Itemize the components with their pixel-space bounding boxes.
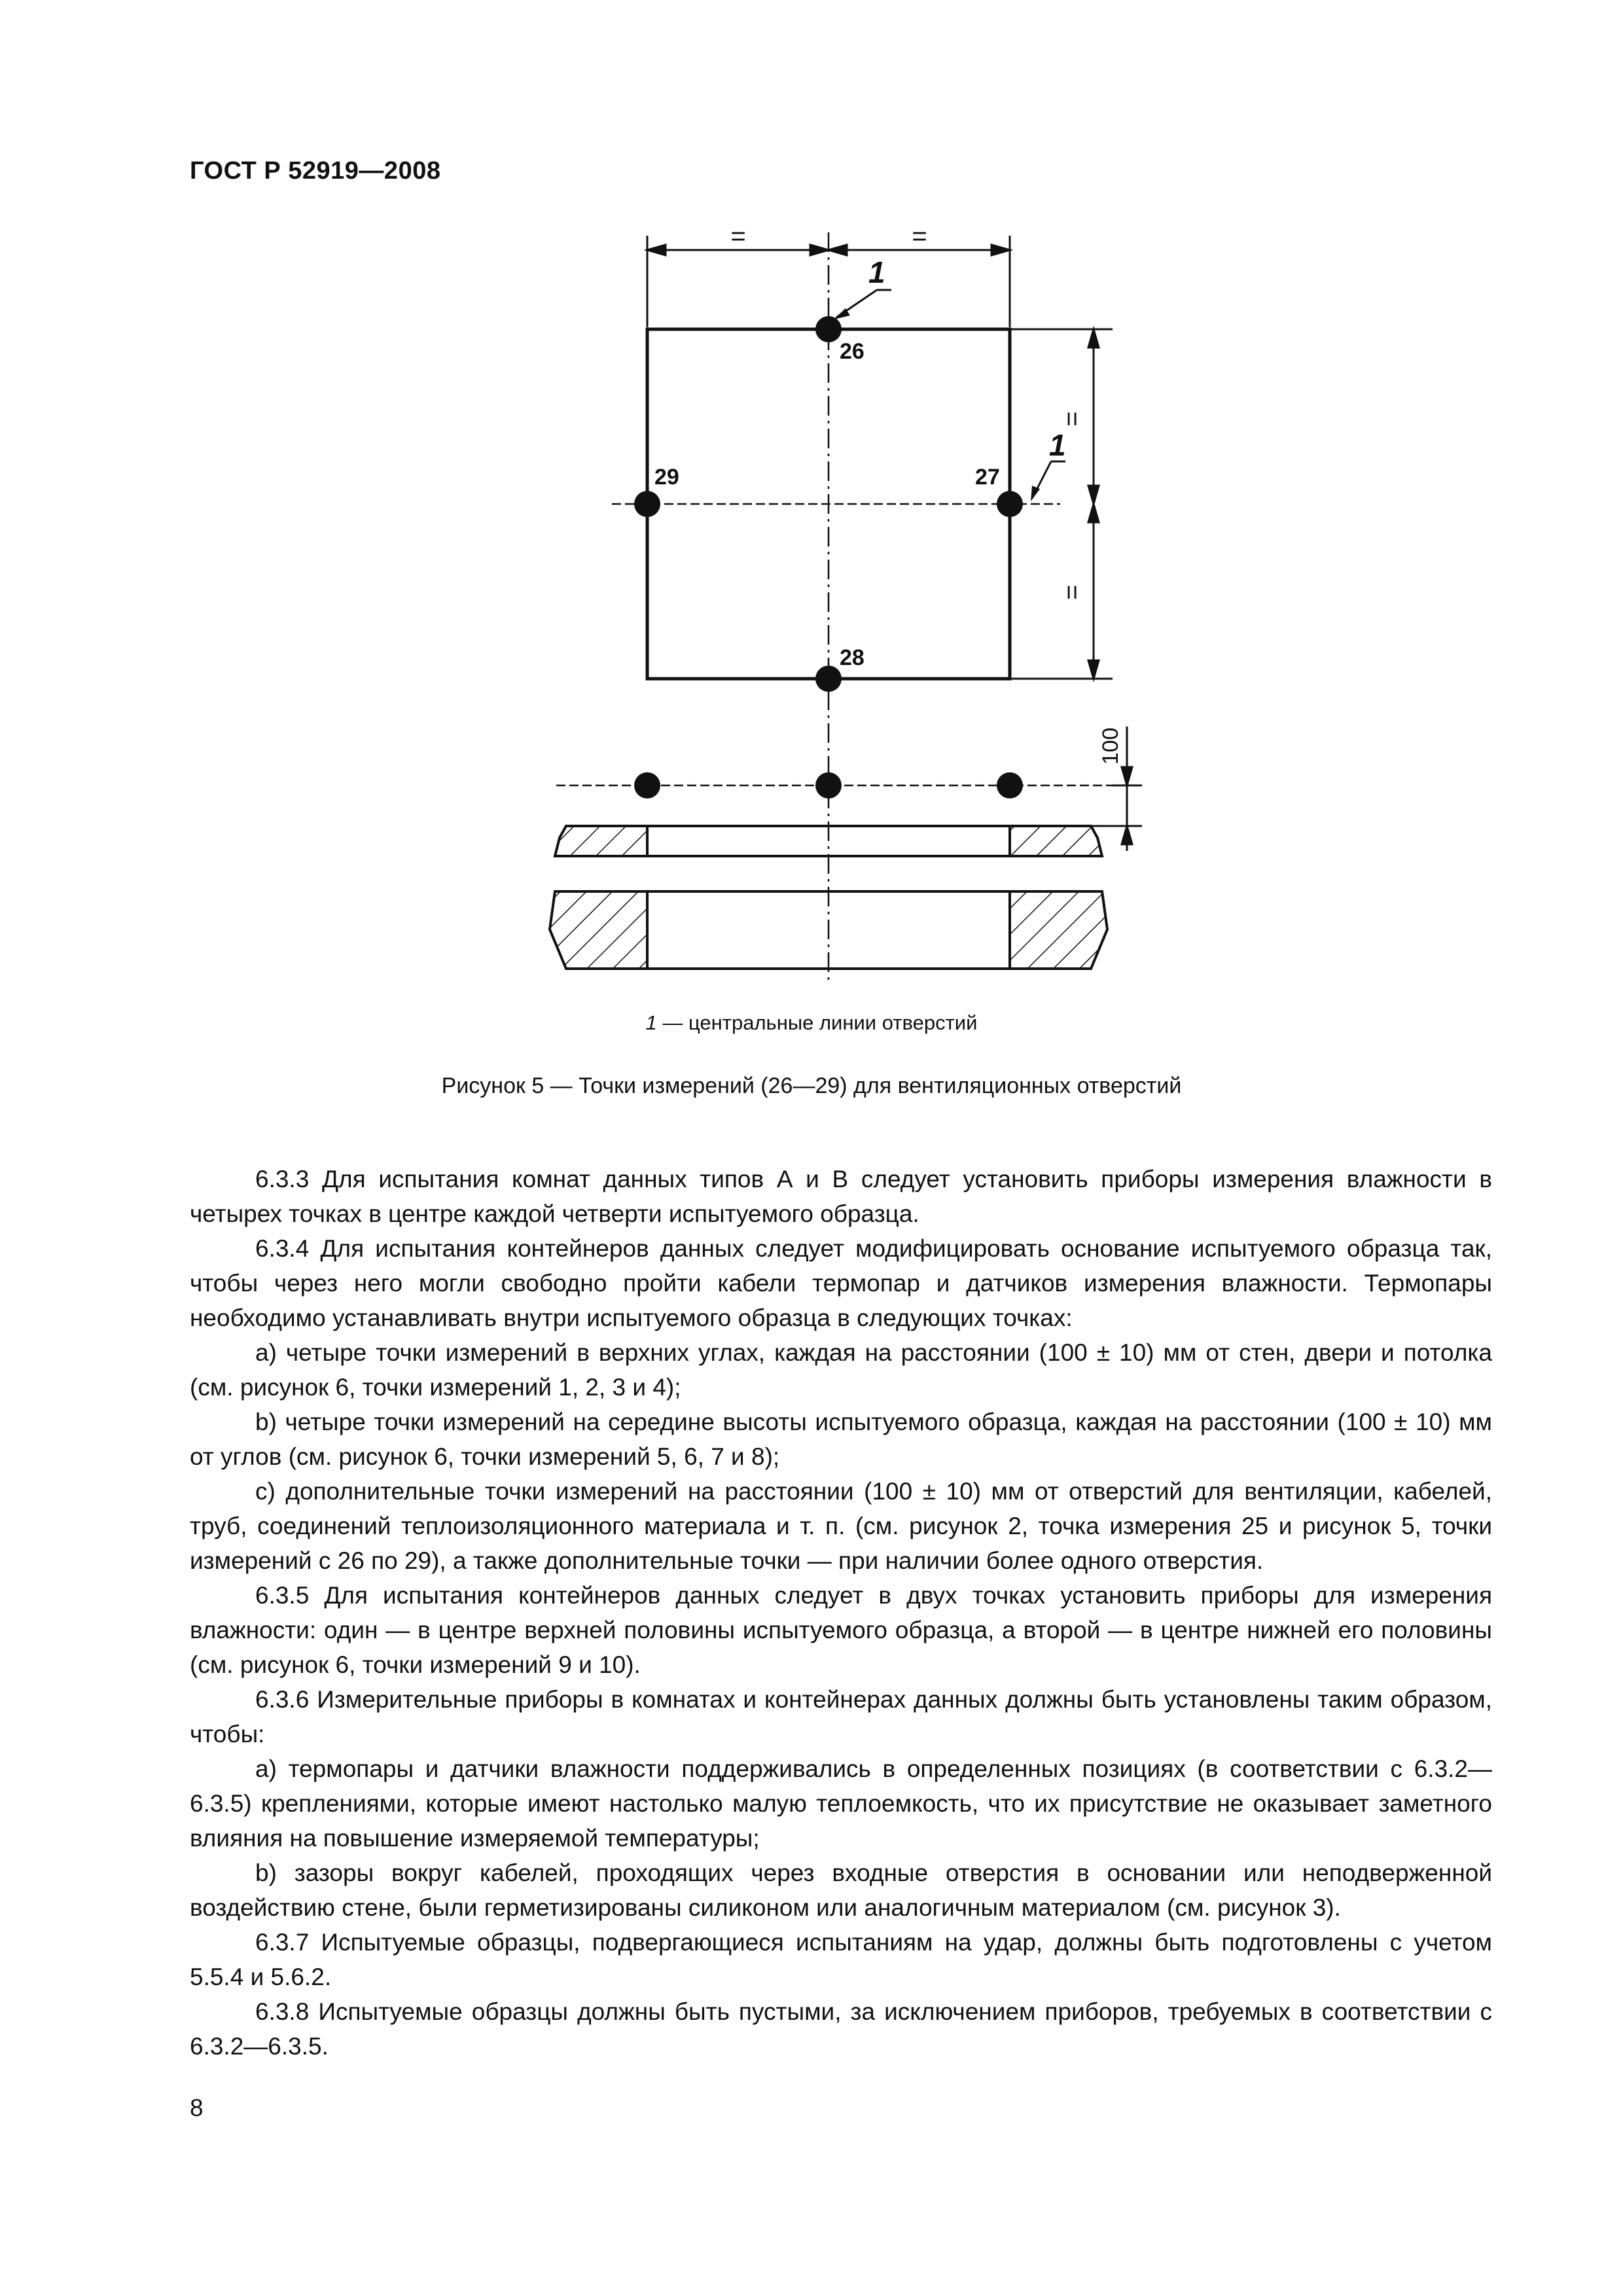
- eq-sign-left: =: [730, 222, 746, 251]
- figure-legend: [0, 1011, 1623, 1035]
- paragraph-6-3-4-c: c) дополнительные точки измерений на расстоянии (100 ± 10) мм от отверстий для вентиляции, кабелей, труб, соединений теплоизоляционного материала и т. п. (см. рисунок 2, точка измерения 25 и рисунок 5, точки измерений с 26 по 29), а также дополнительные точки — при наличии более одного отверстия.: [190, 1478, 1492, 1574]
- section-point-center: [815, 772, 842, 798]
- paragraph-6-3-7: 6.3.7 Испытуемые образцы, подвергающиеся испытаниям на удар, должны быть подготовлены с учетом 5.5.4 и 5.6.2.: [190, 1929, 1492, 1990]
- paragraph-6-3-6-a: а) термопары и датчики влажности поддерживались в определенных позициях (в соответствии с 6.3.2—6.3.5) креплениями, которые имеют настолько малую теплоемкость, что их присутствие не оказывает заметного влияния на повышение измеряемой температуры;: [190, 1755, 1492, 1852]
- paragraph-6-3-6: 6.3.6 Измерительные приборы в комнатах и контейнерах данных должны быть установлены таким образом, чтобы:: [190, 1686, 1492, 1748]
- measurement-point-29: [634, 491, 660, 517]
- legend-text: — центральные линии отверстий: [656, 1011, 978, 1034]
- section-point-left: [634, 772, 660, 798]
- paragraph-6-3-4-b: b) четыре точки измерений на середине высоты испытуемого образца, каждая на расстоянии (100 ± 10) мм от углов (см. рисунок 6, точки измерений 5, 6, 7 и 8);: [190, 1408, 1492, 1470]
- wall-section-left-upper: [555, 826, 647, 856]
- figure-5-drawing: [0, 0, 1623, 1008]
- paragraph-6-3-4: 6.3.4 Для испытания контейнеров данных следует модифицировать основание испытуемого образца так, чтобы через него могли свободно пройти кабели термопар и датчиков измерения влажности. Термопары необходимо устанавливать внутри испытуемого образца в следующих точках:: [190, 1235, 1492, 1331]
- point-label-29: 29: [654, 465, 679, 490]
- point-label-28: 28: [840, 645, 865, 670]
- callout-right-number: 1: [1049, 428, 1066, 462]
- measurement-point-27: [997, 491, 1023, 517]
- section-point-right: [997, 772, 1023, 798]
- callout-top-number: 1: [868, 255, 885, 289]
- paragraph-6-3-5: 6.3.5 Для испытания контейнеров данных следует в двух точках установить приборы для измерения влажности: один — в центре верхней половины испытуемого образца, а второй — в центре нижней его половины (см. рисунок 6, точки измерений 9 и 10).: [190, 1582, 1492, 1678]
- paragraph-6-3-6-b: b) зазоры вокруг кабелей, проходящих через входные отверстия в основании или неподверженной воздействию стене, были герметизированы силиконом или аналогичным материалом (см. рисунок 3).: [190, 1859, 1492, 1921]
- paragraph-6-3-8: 6.3.8 Испытуемые образцы должны быть пустыми, за исключением приборов, требуемых в соответствии с 6.3.2—6.3.5.: [190, 1998, 1492, 2060]
- measurement-point-26: [815, 316, 842, 342]
- point-label-26: 26: [840, 339, 865, 364]
- callout-right: [1031, 428, 1066, 501]
- paragraph-6-3-3: 6.3.3 Для испытания комнат данных типов А и В следует установить приборы измерения влажности в четырех точках в центре каждой четверти испытуемого образца.: [190, 1166, 1492, 1227]
- document-header: ГОСТ Р 52919—2008: [190, 157, 441, 185]
- wall-section-left-lower: [550, 891, 647, 969]
- eq-sign-lower-right: =: [1058, 584, 1086, 600]
- page-number: 8: [190, 2094, 204, 2121]
- callout-top: [834, 255, 891, 319]
- eq-sign-upper-right: =: [1058, 411, 1086, 427]
- body-text: [190, 1162, 1492, 2064]
- wall-section-right-lower: [1010, 891, 1107, 969]
- dimension-label-100: 100: [1098, 727, 1123, 765]
- measurement-point-28: [815, 666, 842, 692]
- point-label-27: 27: [975, 465, 1000, 490]
- figure-caption: Рисунок 5 — Точки измерений (26—29) для вентиляционных отверстий: [441, 1073, 1182, 1098]
- legend-number: 1: [645, 1011, 657, 1034]
- wall-section-right-upper: [1010, 826, 1102, 856]
- eq-sign-right: =: [912, 222, 927, 251]
- paragraph-6-3-4-a: а) четыре точки измерений в верхних углах, каждая на расстоянии (100 ± 10) мм от стен, двери и потолка (см. рисунок 6, точки измерений 1, 2, 3 и 4);: [190, 1339, 1492, 1401]
